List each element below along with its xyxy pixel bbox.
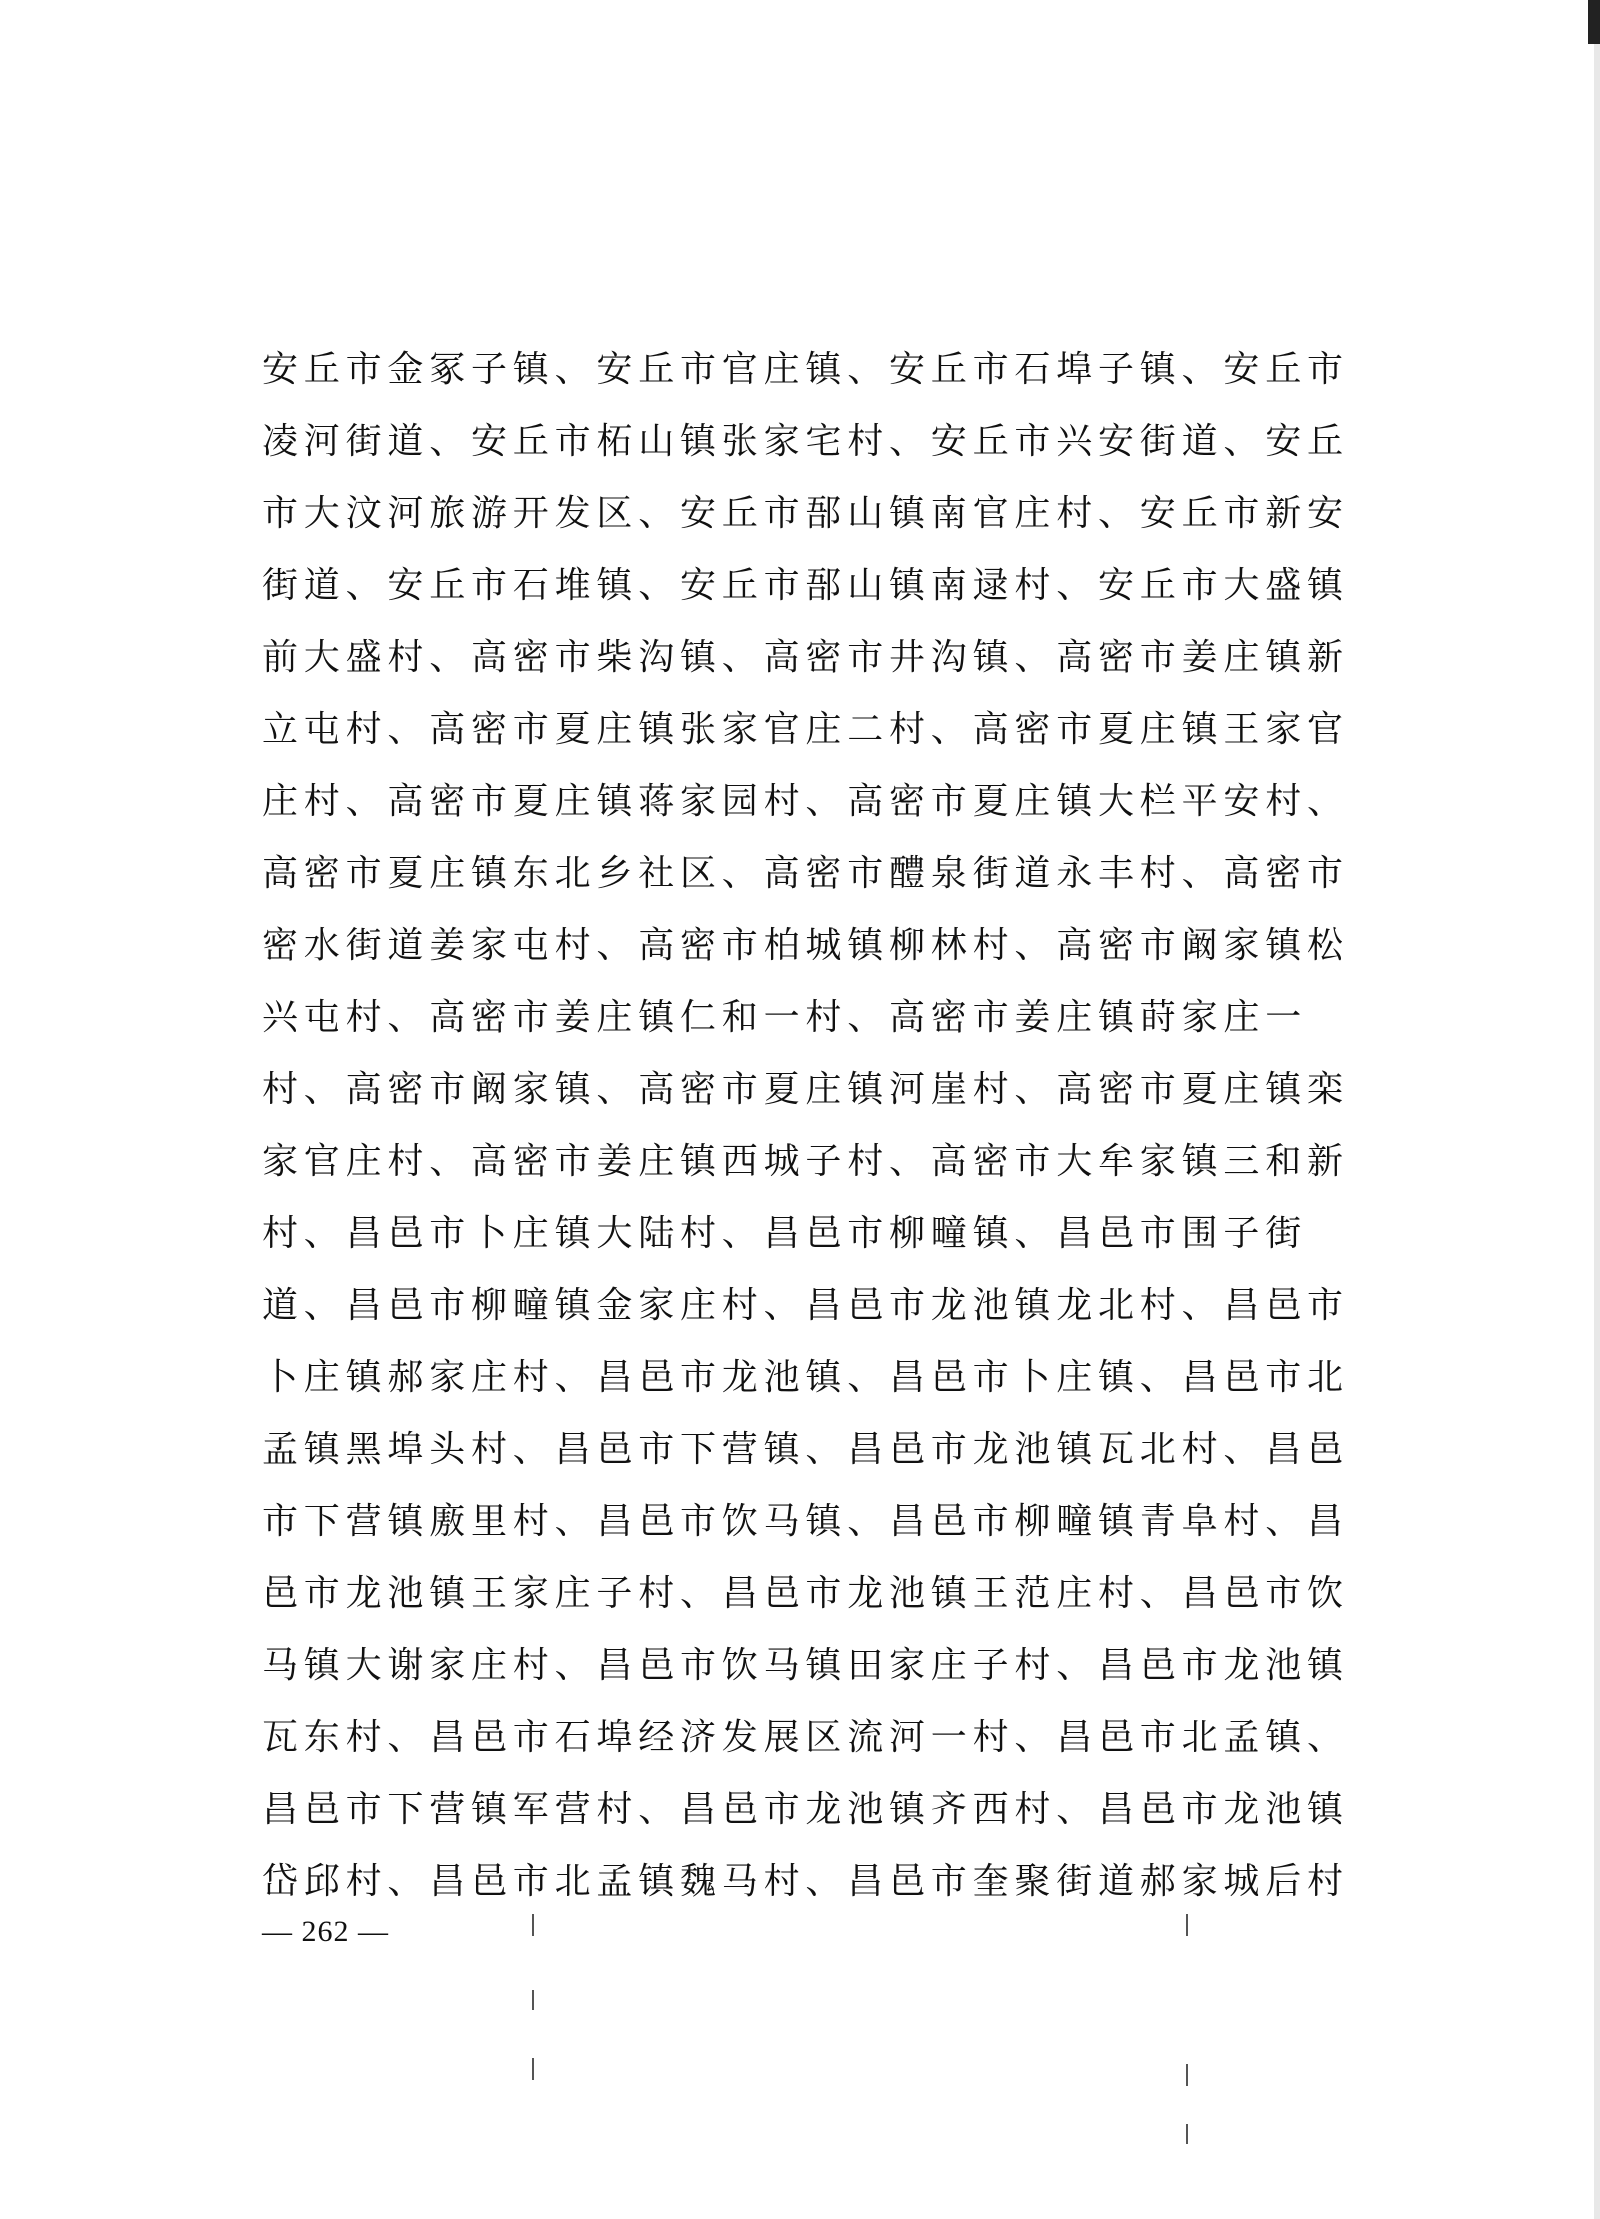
text-line: 邑市龙池镇王家庄子村、昌邑市龙池镇王范庄村、昌邑市饮 [262, 1573, 1349, 1614]
text-line: 高密市夏庄镇东北乡社区、高密市醴泉街道永丰村、高密市 [262, 853, 1349, 894]
text-line: 街道、安丘市石堆镇、安丘市郚山镇南逯村、安丘市大盛镇 [262, 565, 1349, 606]
text-line: 村、昌邑市卜庄镇大陆村、昌邑市柳疃镇、昌邑市围子街 [262, 1213, 1308, 1254]
text-line: 前大盛村、高密市柴沟镇、高密市井沟镇、高密市姜庄镇新 [262, 637, 1349, 678]
text-line: 卜庄镇郝家庄村、昌邑市龙池镇、昌邑市卜庄镇、昌邑市北 [262, 1357, 1349, 1398]
text-line: 村、高密市阚家镇、高密市夏庄镇河崖村、高密市夏庄镇栾 [262, 1069, 1349, 1110]
scan-edge [1594, 0, 1600, 2219]
text-line: 昌邑市下营镇军营村、昌邑市龙池镇齐西村、昌邑市龙池镇 [262, 1789, 1349, 1830]
text-line: 岱邱村、昌邑市北孟镇魏马村、昌邑市奎聚街道郝家城后村 [262, 1861, 1349, 1902]
scan-artifact [532, 1914, 534, 1936]
scan-artifact [1186, 1914, 1188, 1936]
scan-artifact [532, 2058, 534, 2080]
text-line: 安丘市金冢子镇、安丘市官庄镇、安丘市石埠子镇、安丘市 [262, 349, 1349, 390]
page-number: — 262 — [262, 1915, 389, 1948]
scan-artifact [1186, 2064, 1188, 2086]
document-body [262, 334, 1349, 1918]
text-line: 马镇大谢家庄村、昌邑市饮马镇田家庄子村、昌邑市龙池镇 [262, 1645, 1349, 1686]
text-line: 家官庄村、高密市姜庄镇西城子村、高密市大牟家镇三和新 [262, 1141, 1349, 1182]
text-line: 瓦东村、昌邑市石埠经济发展区流河一村、昌邑市北孟镇、 [262, 1717, 1349, 1758]
text-line: 密水街道姜家屯村、高密市柏城镇柳林村、高密市阚家镇松 [262, 925, 1349, 966]
text-line: 凌河街道、安丘市柘山镇张家宅村、安丘市兴安街道、安丘 [262, 421, 1349, 462]
scan-artifact [1186, 2124, 1188, 2144]
scan-artifact [532, 1990, 534, 2010]
text-line: 孟镇黑埠头村、昌邑市下营镇、昌邑市龙池镇瓦北村、昌邑 [262, 1429, 1349, 1470]
text-line: 市大汶河旅游开发区、安丘市郚山镇南官庄村、安丘市新安 [262, 493, 1349, 534]
text-line: 市下营镇廒里村、昌邑市饮马镇、昌邑市柳疃镇青阜村、昌 [262, 1501, 1349, 1542]
text-line: 庄村、高密市夏庄镇蒋家园村、高密市夏庄镇大栏平安村、 [262, 781, 1349, 822]
scan-corner-mark [1588, 0, 1600, 44]
text-line: 兴屯村、高密市姜庄镇仁和一村、高密市姜庄镇莳家庄一 [262, 997, 1308, 1038]
text-line: 道、昌邑市柳疃镇金家庄村、昌邑市龙池镇龙北村、昌邑市 [262, 1285, 1349, 1326]
text-line: 立屯村、高密市夏庄镇张家官庄二村、高密市夏庄镇王家官 [262, 709, 1349, 750]
